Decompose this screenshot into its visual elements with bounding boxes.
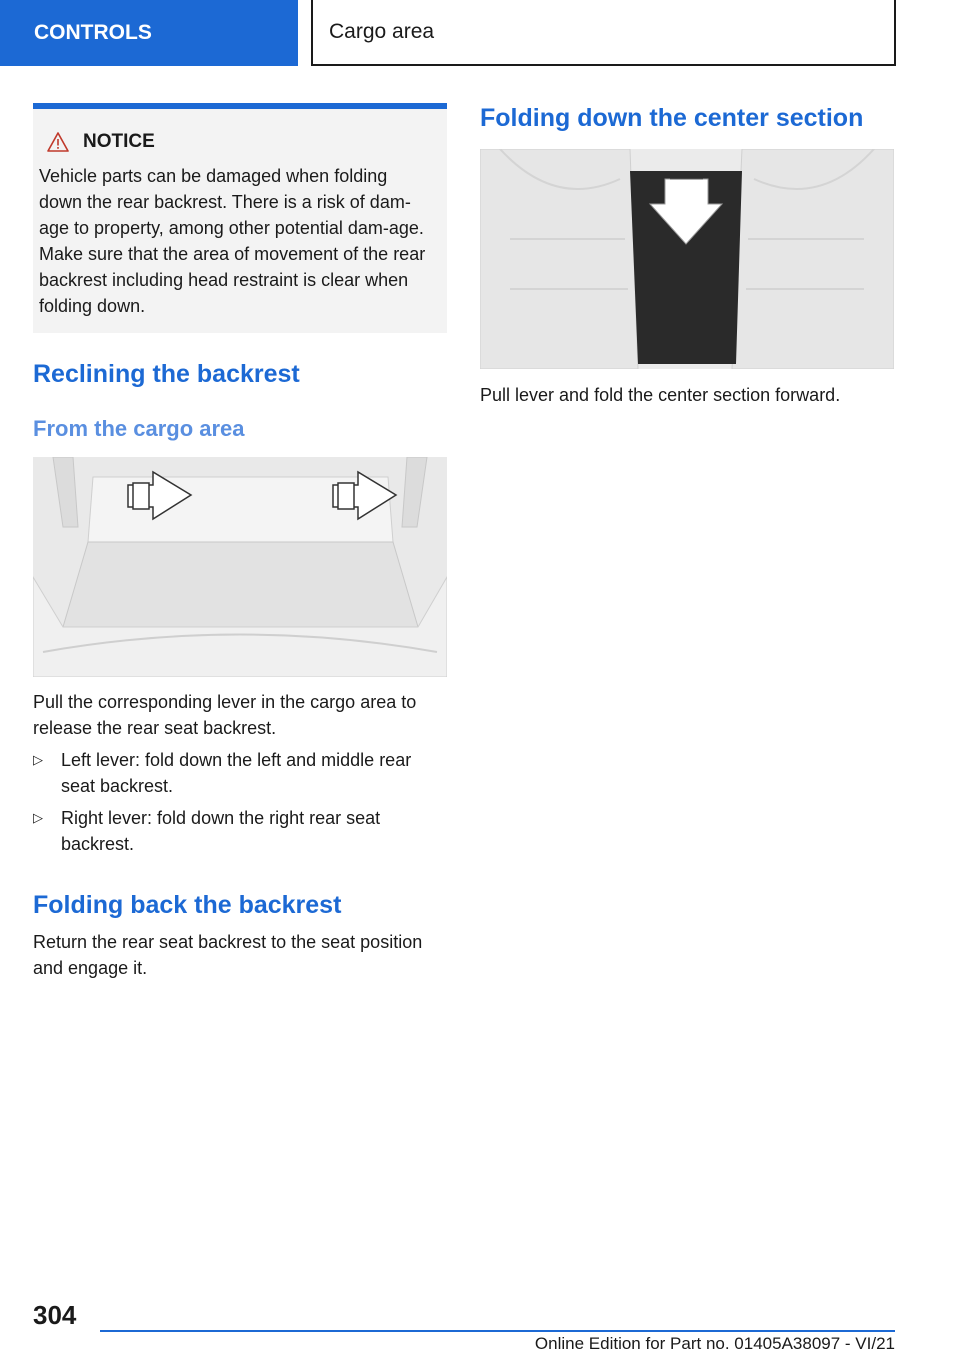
list-item	[33, 805, 447, 857]
folding-back-text: Return the rear seat backrest to the seat position and engage it.	[33, 932, 423, 978]
bullet-triangle-icon: ▷	[33, 752, 43, 767]
bullet-triangle-icon: ▷	[33, 810, 43, 825]
heading-folding-back: Folding back the backrest	[33, 891, 342, 919]
list-item	[33, 747, 447, 799]
footer-edition: Online Edition for Part no. 01405A38097 - VI/21	[534, 1334, 895, 1353]
cargo-area-drawing	[33, 457, 447, 677]
notice-box	[33, 103, 447, 333]
bullet-text: Right lever: fold down the right rear seat backrest.	[61, 808, 381, 854]
section-tab	[0, 0, 298, 66]
center-section-caption: Pull lever and fold the center section forward.	[480, 385, 841, 405]
section-label: CONTROLS	[34, 21, 152, 44]
page-title: Cargo area	[329, 20, 435, 43]
bullet-text: Left lever: fold down the left and middle rear seat backrest.	[61, 750, 412, 796]
page-number: 304	[33, 1300, 77, 1330]
notice-heading	[47, 131, 435, 153]
center-section-illustration	[480, 149, 894, 369]
page-header-title	[311, 0, 896, 66]
footer-divider	[100, 1330, 895, 1332]
heading-center-section: Folding down the center section	[480, 104, 864, 132]
reclining-instruction: Pull the corresponding lever in the cargo area to release the rear seat backrest.	[33, 692, 417, 738]
subheading-cargo-area: From the cargo area	[33, 416, 245, 441]
warning-icon	[47, 132, 69, 152]
cargo-area-illustration	[33, 457, 447, 677]
rear-seat-drawing	[480, 149, 894, 369]
heading-reclining: Reclining the backrest	[33, 360, 300, 388]
notice-label: NOTICE	[83, 131, 155, 152]
notice-text: Vehicle parts can be damaged when folding down the rear backrest. There is a risk of dam-age to property, among other potential dam-age. Make sure that the area of movement of the rear backrest including head restraint is clear when folding down.	[39, 166, 426, 316]
